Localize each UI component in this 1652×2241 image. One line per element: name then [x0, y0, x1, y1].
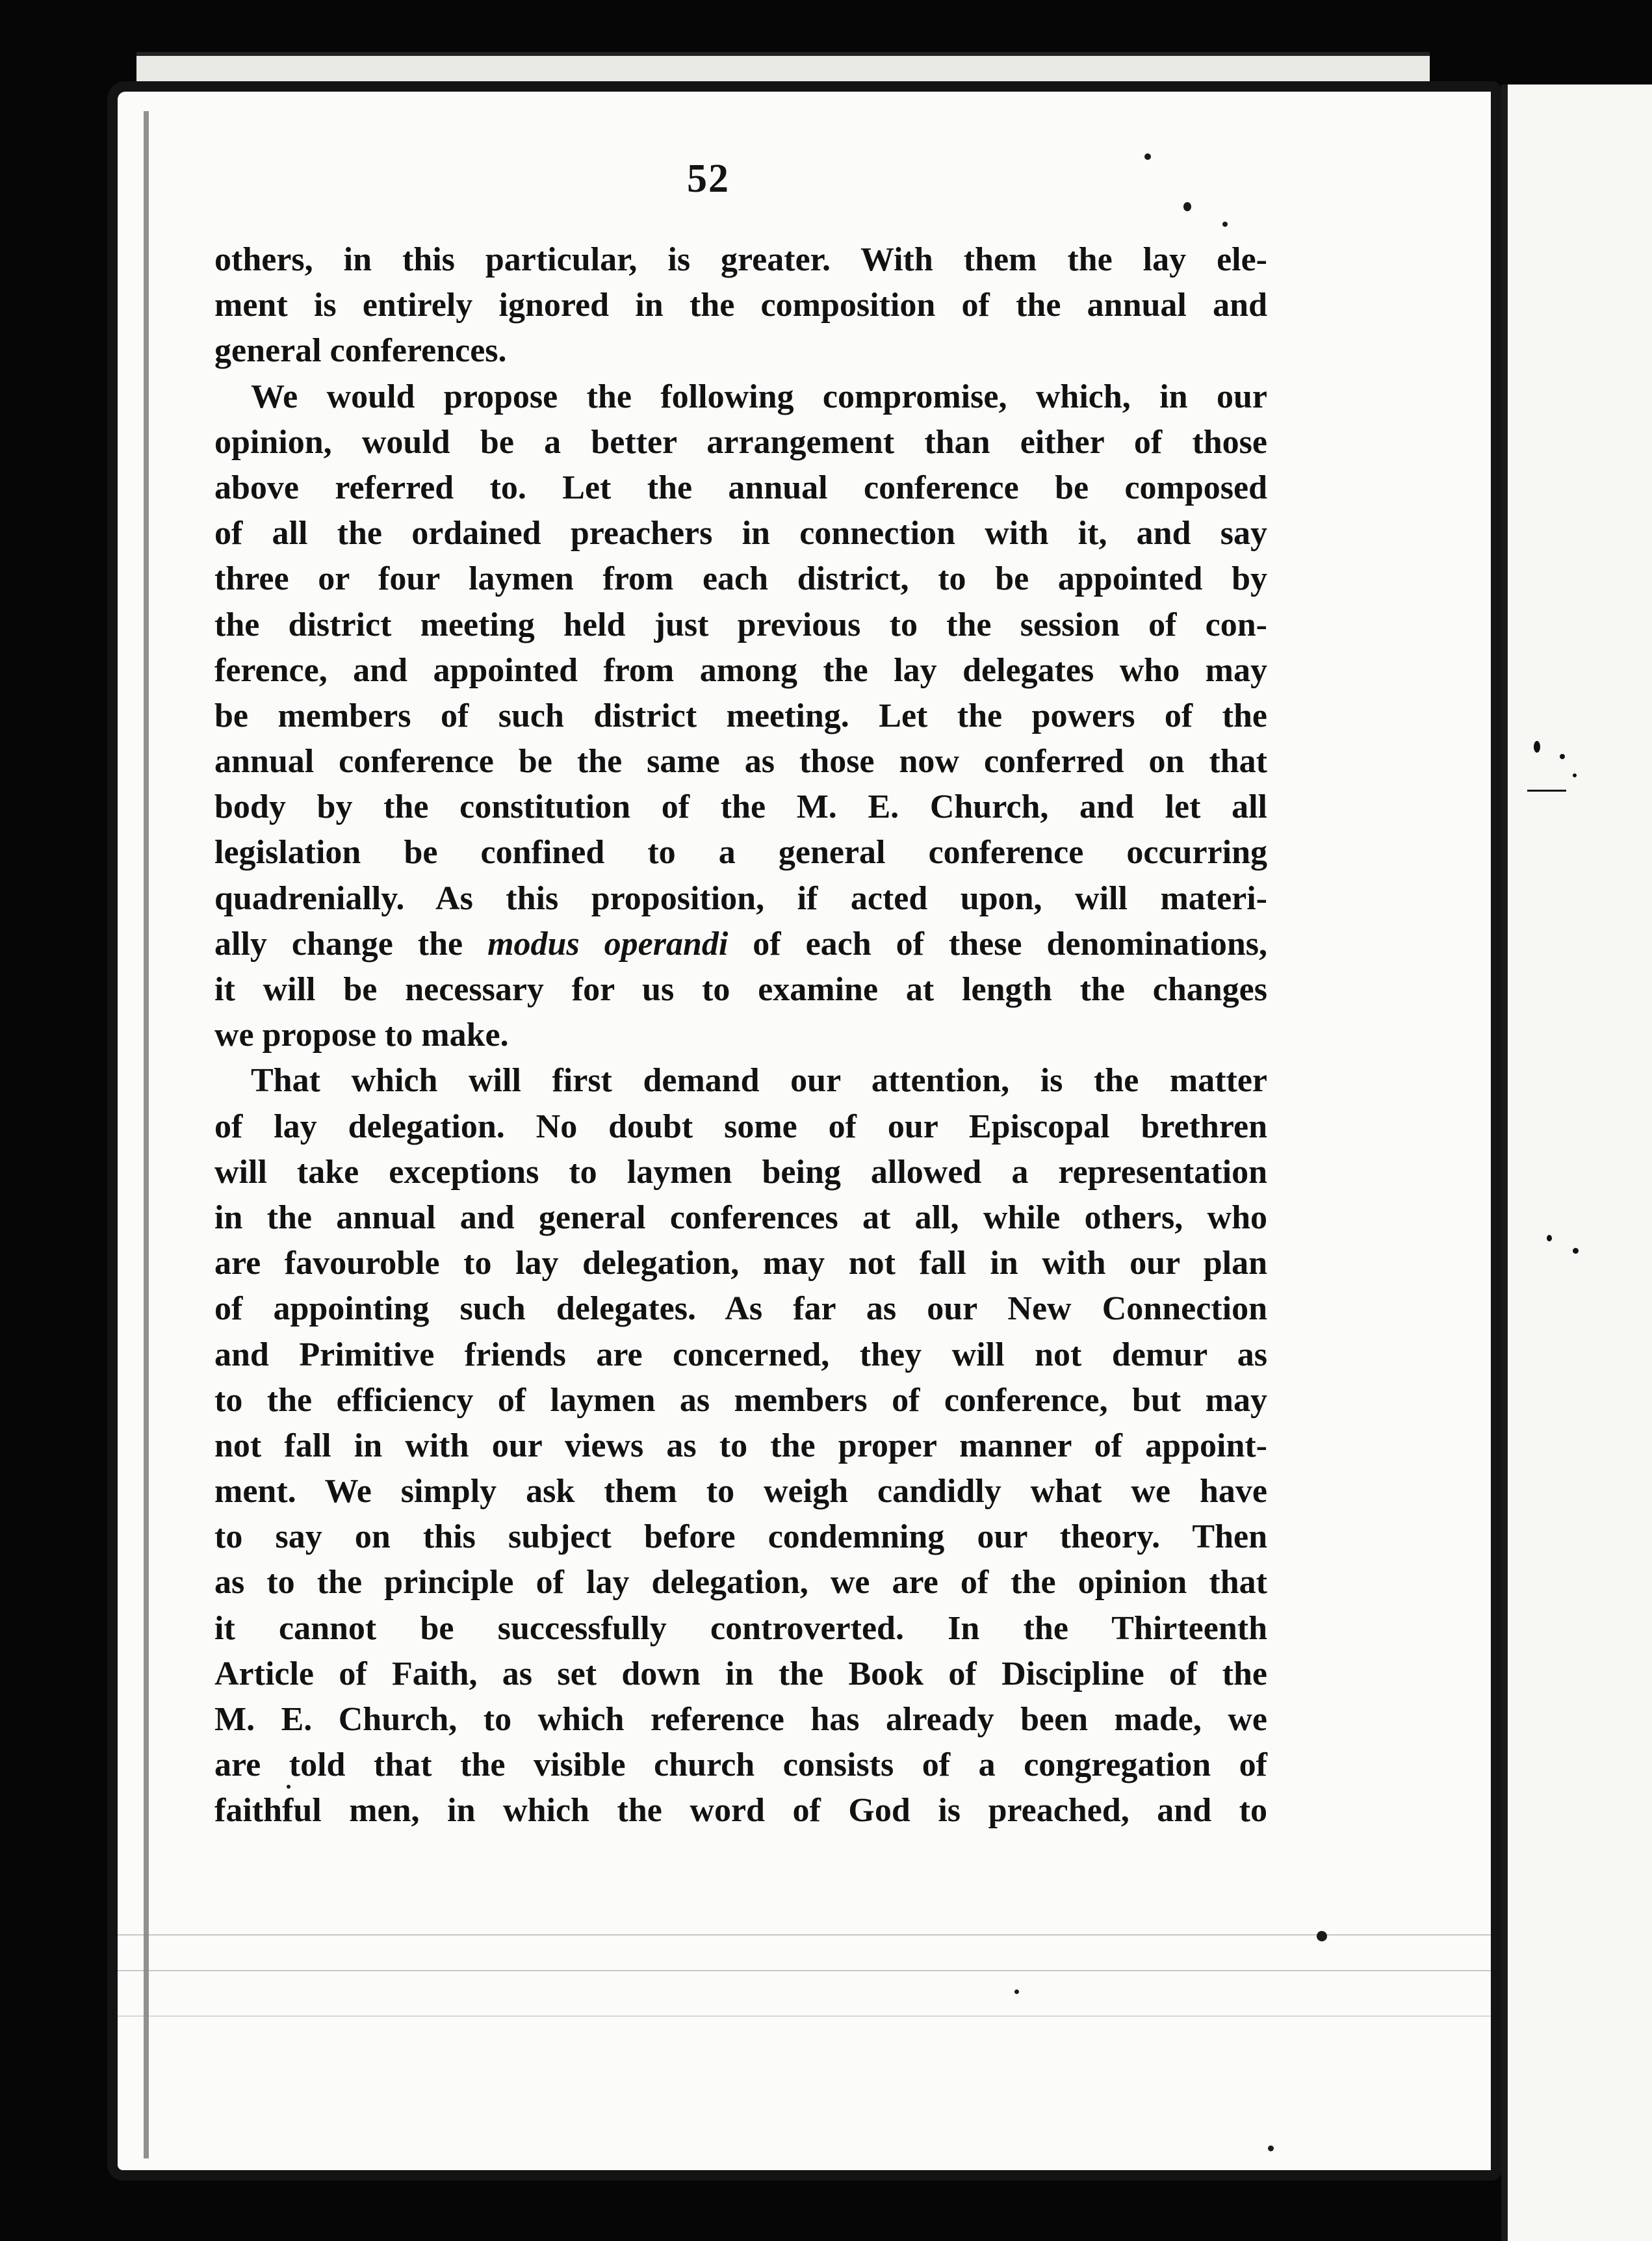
- text-line: annual conference be the same as those now conferred on that: [214, 743, 1267, 781]
- scan-line: [118, 2015, 1501, 2017]
- page-binding-shadow: [144, 111, 149, 2158]
- text-line: not fall in with our views as to the proper manner of appoint-: [214, 1427, 1267, 1464]
- speck: [1547, 1235, 1552, 1241]
- speck: [1573, 1248, 1579, 1254]
- text-segment: ally change the: [214, 925, 488, 963]
- text-line: it cannot be successfully controverted. In the Thirteenth: [214, 1609, 1267, 1647]
- stacked-page-edge: [136, 52, 1430, 84]
- speck: [1534, 741, 1540, 753]
- speckle: [1268, 2145, 1274, 2151]
- text-line: legislation be confined to a general conference occurring: [214, 834, 1267, 872]
- text-segment: of each of these denominations,: [728, 925, 1267, 963]
- text-line: general conferences.: [214, 332, 507, 370]
- text-line: three or four laymen from each district, to be appointed by: [214, 560, 1267, 598]
- text-line: in the annual and general conferences at all, while others, who: [214, 1198, 1267, 1236]
- speck: [1573, 773, 1577, 777]
- text-line: it will be necessary for us to examine at length the changes: [214, 971, 1267, 1008]
- text-line: are told that the visible church consists of a congregation of: [214, 1746, 1267, 1784]
- text-line: body by the constitution of the M. E. Church, and let all: [214, 788, 1267, 826]
- scan-line: [118, 1970, 1501, 1971]
- adjacent-page-edge: [1501, 84, 1652, 2241]
- text-line: be members of such district meeting. Let the powers of the: [214, 697, 1267, 734]
- text-line: ference, and appointed from among the lay delegates who may: [214, 651, 1267, 689]
- page-number: 52: [687, 157, 730, 201]
- text-line: to say on this subject before condemning our theory. Then: [214, 1518, 1267, 1556]
- speckle: [1222, 222, 1228, 227]
- text-line: we propose to make.: [214, 1017, 509, 1054]
- text-line: [214, 922, 1267, 967]
- text-line: of all the ordained preachers in connection with it, and say: [214, 515, 1267, 552]
- text-line: are favouroble to lay delegation, may not fall in with our plan: [214, 1245, 1267, 1282]
- text-line: ment is entirely ignored in the composition of the annual and: [214, 287, 1267, 324]
- text-line: to the efficiency of laymen as members of conference, but may: [214, 1381, 1267, 1419]
- text-line: and Primitive friends are concerned, they will not demur as: [214, 1336, 1267, 1373]
- speckle: [1183, 202, 1191, 211]
- text-line: of appointing such delegates. As far as our New Connection: [214, 1290, 1267, 1328]
- body-text: [214, 237, 1267, 1834]
- text-line: faithful men, in which the word of God is preached, and to: [214, 1792, 1267, 1830]
- text-line: Article of Faith, as set down in the Book of Discipline of the: [214, 1655, 1267, 1692]
- text-line: quadrenially. As this proposition, if acted upon, will materi-: [214, 879, 1267, 917]
- text-line: others, in this particular, is greater. With them the lay ele-: [214, 241, 1267, 278]
- text-line: will take exceptions to laymen being allowed a representation: [214, 1153, 1267, 1191]
- scan-line: [118, 1934, 1501, 1936]
- speck: [1527, 790, 1566, 792]
- text-line: We would propose the following compromise, which, in our: [251, 378, 1267, 415]
- text-line: ment. We simply ask them to weigh candidly what we have: [214, 1473, 1267, 1510]
- italic-phrase: modus operandi: [487, 925, 729, 963]
- speckle: [1014, 1989, 1019, 1994]
- text-line: opinion, would be a better arrangement than either of those: [214, 423, 1267, 461]
- text-line: the district meeting held just previous to the session of con-: [214, 606, 1267, 643]
- speck: [1560, 754, 1565, 759]
- text-line: as to the principle of lay delegation, we are of the opinion that: [214, 1564, 1267, 1601]
- text-line: of lay delegation. No doubt some of our Episcopal brethren: [214, 1108, 1267, 1145]
- text-line: M. E. Church, to which reference has already been made, we: [214, 1701, 1267, 1738]
- speckle: [1317, 1931, 1327, 1941]
- text-line: above referred to. Let the annual conference be composed: [214, 469, 1267, 506]
- text-line: That which will first demand our attention, is the matter: [251, 1062, 1267, 1100]
- speckle: [1144, 153, 1151, 160]
